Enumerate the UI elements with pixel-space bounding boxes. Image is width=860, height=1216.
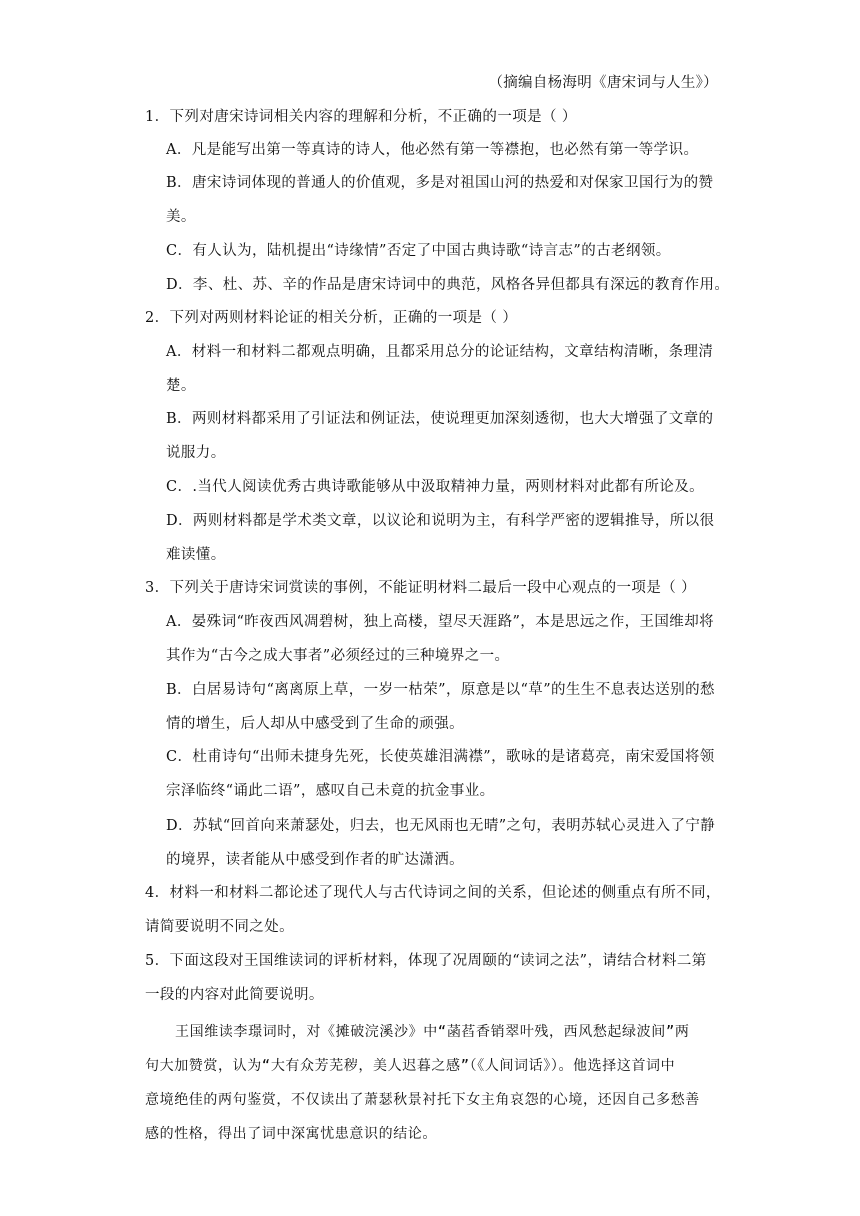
q1-option-c: C．有人认为，陆机提出“诗缘情”否定了中国古典诗歌“诗言志”的古老纲领。 <box>166 243 671 259</box>
q2-option-d: D．两则材料都是学术类文章，以议论和说明为主，有科学严密的逻辑推导，所以很 <box>166 513 715 529</box>
passage-line-3: 意境绝佳的两句鉴赏，不仅读出了萧瑟秋景衬托下女主角哀怨的心境，还因自己多愁善 <box>145 1092 700 1108</box>
q1-option-b: B．唐宋诗词体现的普通人的价值观，多是对祖国山河的热爱和对保家卫国行为的赞 <box>166 175 714 191</box>
q3-option-c: C．杜甫诗句“出师未捷身先死，长使英雄泪满襟”，歌咏的是诸葛亮，南宋爱国将领 <box>166 749 715 765</box>
q3-option-b: B．白居易诗句“离离原上草，一岁一枯荣”，原意是以“草”的生生不息表达送别的愁 <box>166 682 715 698</box>
question-1-stem: 1．下列对唐宋诗词相关内容的理解和分析，不正确的一项是（ ） <box>145 109 577 125</box>
q2-option-a-cont: 楚。 <box>166 378 196 394</box>
q2-option-b: B．两则材料都采用了引证法和例证法，使说理更加深刻透彻，也大大增强了文章的 <box>166 411 714 427</box>
q2-option-b-cont: 说服力。 <box>166 445 226 461</box>
q3-option-d: D．苏轼“回首向来萧瑟处，归去，也无风雨也无晴”之句，表明苏轼心灵进入了宁静 <box>166 818 716 834</box>
q2-option-a: A．材料一和材料二都观点明确，且都采用总分的论证结构，文章结构清晰，条理清 <box>166 344 714 360</box>
question-4-stem: 4．材料一和材料二都论述了现代人与古代诗词之间的关系，但论述的侧重点有所不同， <box>145 885 721 901</box>
passage-line-1: 王国维读李璟词时，对《摊破浣溪沙》中“菡萏香销翠叶残，西风愁起绿波间”两 <box>175 1024 690 1040</box>
question-5-stem-cont: 一段的内容对此简要说明。 <box>145 987 324 1003</box>
question-2-stem: 2．下列对两则材料论证的相关分析，正确的一项是（ ） <box>145 310 518 326</box>
q1-option-a: A．凡是能写出第一等真诗的诗人，他必然有第一等襟抱，也必然有第一等学识。 <box>166 142 699 158</box>
q2-option-c: C．.当代人阅读优秀古典诗歌能够从中汲取精神力量，两则材料对此都有所论及。 <box>166 479 705 495</box>
question-3-stem: 3．下列关于唐诗宋词赏读的事例，不能证明材料二最后一段中心观点的一项是（ ） <box>145 580 697 596</box>
q3-option-d-cont: 的境界，读者能从中感受到作者的旷达潇洒。 <box>166 852 464 868</box>
q3-option-b-cont: 情的增生，后人却从中感受到了生命的顽强。 <box>166 716 464 732</box>
q1-option-b-cont: 美。 <box>166 209 196 225</box>
source-citation: （摘编自杨海明《唐宋词与人生》） <box>488 75 718 91</box>
question-5-stem: 5．下面这段对王国维读词的评析材料，体现了况周颐的“读词之法”，请结合材料二第 <box>145 953 707 969</box>
passage-line-4: 感的性格，得出了词中深寓忧患意识的结论。 <box>145 1126 437 1142</box>
q2-option-d-cont: 难读懂。 <box>166 547 226 563</box>
q3-option-a-cont: 其作为“古今之成大事者”必须经过的三种境界之一。 <box>166 648 510 664</box>
passage-line-2: 句大加赞赏，认为“大有众芳芜秽，美人迟暮之感”（《人间词话》）。他选择这首词中 <box>145 1058 676 1074</box>
q3-option-c-cont: 宗泽临终“诵此二语”，感叹自己未竟的抗金事业。 <box>166 783 495 799</box>
q3-option-a: A．晏殊词“昨夜西风凋碧树，独上高楼，望尽天涯路”，本是思远之作，王国维却将 <box>166 614 714 630</box>
question-4-stem-cont: 请简要说明不同之处。 <box>145 919 294 935</box>
q1-option-d: D．李、杜、苏、辛的作品是唐宋诗词中的典范，风格各异但都具有深远的教育作用。 <box>166 277 730 293</box>
